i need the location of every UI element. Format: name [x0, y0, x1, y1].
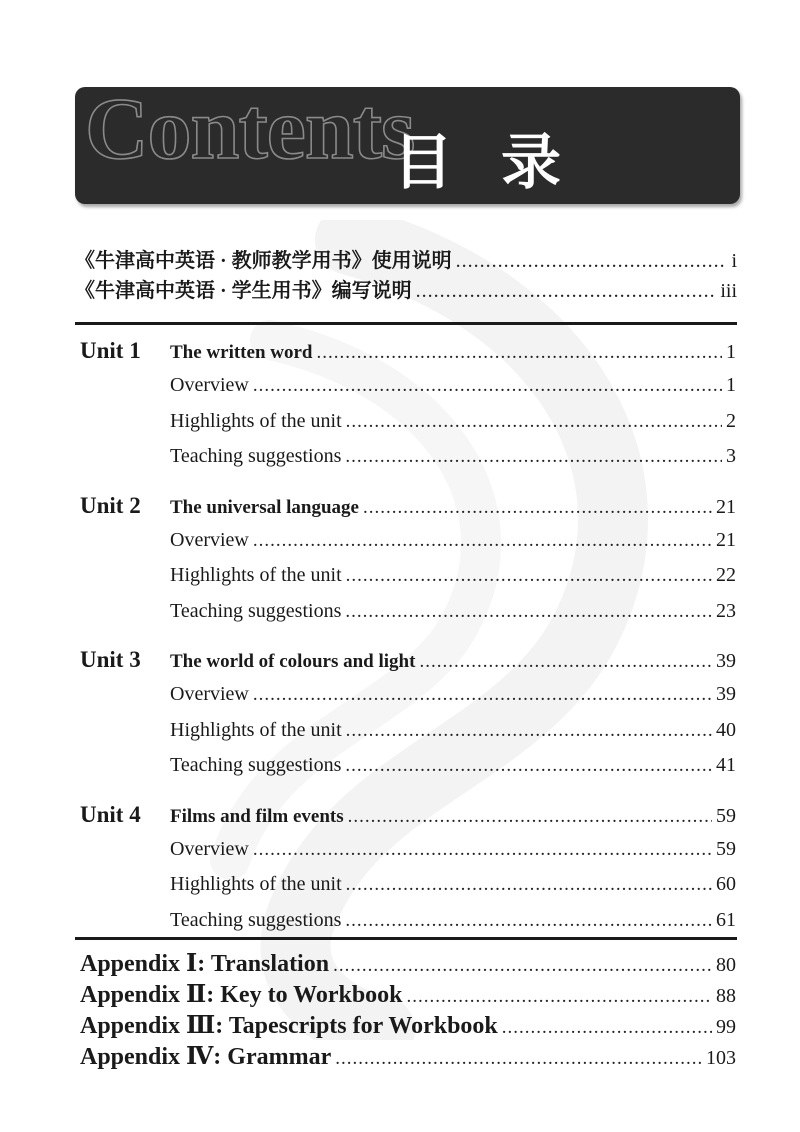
unit-entry[interactable] [80, 802, 736, 838]
preface-title: 《牛津高中英语 · 学生用书》编写说明 [75, 280, 412, 302]
page-number: 40 [716, 718, 736, 741]
unit-entry[interactable] [80, 493, 736, 529]
section-entry[interactable] [80, 719, 736, 755]
section-title: Teaching suggestions [170, 599, 342, 622]
contents-banner [75, 87, 740, 204]
page-number: 59 [716, 837, 736, 860]
leader-dots [345, 755, 712, 777]
section-title: Teaching suggestions [170, 908, 342, 931]
page-number: 41 [716, 754, 736, 776]
leader-dots [346, 565, 712, 587]
page-number: 23 [716, 599, 736, 622]
preface-entry[interactable] [75, 244, 737, 274]
page-number: 103 [706, 1047, 736, 1069]
section-title: Overview [170, 837, 249, 860]
appendix-entry[interactable] [80, 1010, 736, 1041]
leader-dots [345, 910, 712, 932]
unit-entry[interactable] [80, 338, 736, 374]
leader-dots [335, 1048, 702, 1070]
leader-dots [419, 651, 712, 673]
section-entry[interactable] [80, 529, 736, 565]
page-number: 59 [716, 804, 736, 827]
appendix-title: Appendix Ⅰ: Translation [80, 951, 330, 977]
page-number: 21 [716, 528, 736, 551]
section-entry[interactable] [80, 754, 736, 790]
unit-block [80, 338, 736, 481]
unit-entry[interactable] [80, 647, 736, 683]
preface-entry[interactable] [75, 274, 737, 304]
unit-title: The world of colours and light [170, 651, 416, 672]
appendix-entry[interactable] [80, 979, 736, 1010]
divider-bottom [75, 937, 737, 940]
preface-title: 《牛津高中英语 · 教师教学用书》使用说明 [75, 250, 452, 272]
leader-dots [345, 446, 722, 468]
section-entry[interactable] [80, 873, 736, 909]
section-title: Overview [170, 374, 249, 396]
unit-label: Unit 3 [80, 647, 141, 672]
leader-dots [253, 684, 712, 706]
unit-title: The universal language [170, 496, 359, 518]
unit-label: Unit 4 [80, 801, 141, 827]
leader-dots [333, 955, 712, 977]
appendix-title: Appendix Ⅲ: Tapescripts for Workbook [80, 1013, 498, 1039]
section-title: Teaching suggestions [170, 445, 342, 467]
leader-dots [346, 411, 722, 433]
leader-dots [316, 342, 722, 364]
section-entry[interactable] [80, 838, 736, 874]
leader-dots [407, 986, 712, 1008]
page-number: 60 [716, 873, 736, 895]
section-entry[interactable] [80, 374, 736, 410]
section-title: Highlights of the unit [170, 718, 342, 741]
unit-block [80, 647, 736, 790]
appendix-entry[interactable] [80, 948, 736, 979]
page-number: 61 [716, 908, 736, 931]
leader-dots [253, 375, 722, 397]
leader-dots [346, 874, 712, 896]
page-number: 2 [726, 409, 736, 432]
page-number: iii [720, 280, 737, 302]
leader-dots [345, 601, 712, 623]
section-title: Teaching suggestions [170, 754, 342, 776]
divider-top [75, 322, 737, 325]
leader-dots [253, 839, 712, 861]
leader-dots [456, 250, 728, 273]
leader-dots [363, 497, 712, 519]
page-number: 1 [726, 341, 736, 363]
page-number: 39 [716, 683, 736, 705]
leader-dots [346, 720, 712, 742]
preface-list [75, 244, 737, 304]
appendix-list [80, 948, 736, 1072]
banner-title-zh: 目录 [393, 128, 609, 198]
section-entry[interactable] [80, 600, 736, 636]
section-entry[interactable] [80, 445, 736, 481]
appendix-entry[interactable] [80, 1041, 736, 1072]
leader-dots [253, 530, 712, 552]
section-entry[interactable] [80, 410, 736, 446]
banner-title-en: Contents [85, 87, 415, 178]
section-entry[interactable] [80, 683, 736, 719]
appendix-title: Appendix Ⅳ: Grammar [80, 1044, 332, 1070]
page-number: i [731, 250, 737, 272]
section-title: Overview [170, 528, 249, 551]
leader-dots [348, 806, 712, 828]
page-number: 88 [716, 985, 736, 1007]
leader-dots [502, 1017, 712, 1039]
units-list [80, 338, 736, 956]
page-number: 99 [716, 1016, 736, 1038]
unit-title: Films and film events [170, 805, 344, 827]
page-number: 80 [716, 954, 736, 976]
section-title: Highlights of the unit [170, 409, 342, 432]
page-number: 39 [716, 650, 736, 672]
section-title: Highlights of the unit [170, 564, 342, 586]
page-number: 21 [716, 495, 736, 518]
appendix-title: Appendix Ⅱ: Key to Workbook [80, 982, 403, 1008]
page-number: 1 [726, 374, 736, 396]
unit-label: Unit 2 [80, 492, 141, 518]
section-entry[interactable] [80, 564, 736, 600]
unit-title: The written word [170, 342, 313, 363]
section-title: Overview [170, 683, 249, 705]
page-number: 22 [716, 564, 736, 586]
unit-block [80, 802, 736, 945]
page-number: 3 [726, 445, 736, 467]
section-title: Highlights of the unit [170, 873, 342, 895]
unit-label: Unit 1 [80, 338, 141, 363]
unit-block [80, 493, 736, 636]
leader-dots [416, 280, 717, 303]
